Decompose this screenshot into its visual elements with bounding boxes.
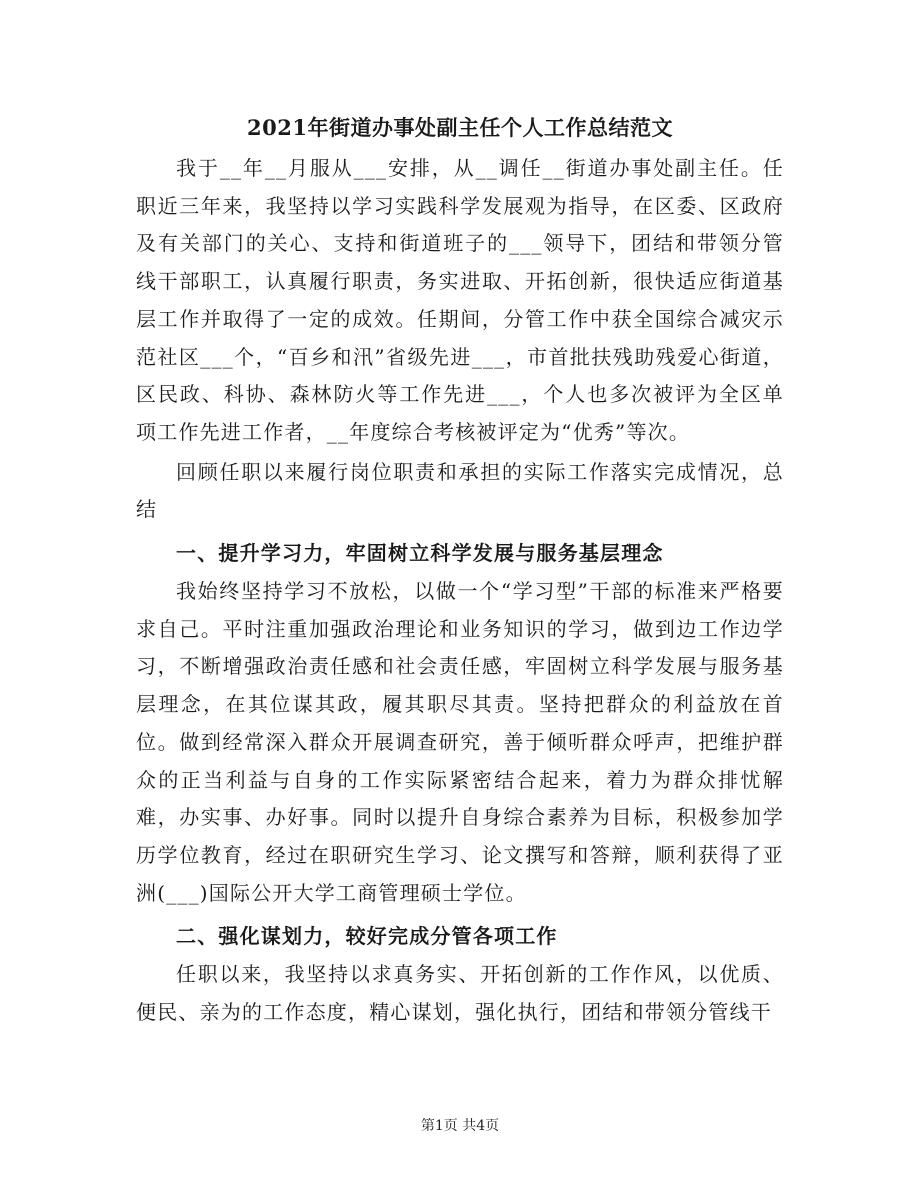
- document-body: [136, 106, 784, 1032]
- review-paragraph: 回顾任职以来履行岗位职责和承担的实际工作落实完成情况，总结: [136, 459, 784, 522]
- section-2-heading: 二、强化谋划力，较好完成分管各项工作: [176, 924, 558, 949]
- page-footer: 第1页 共4页: [420, 1118, 500, 1134]
- section-2-body: 任职以来，我坚持以求真务实、开拓创新的工作作风，以优质、便民、亲为的工作态度，精心谋划，强化执行，团结和带领分管线干: [136, 962, 784, 1025]
- section-1-heading: 一、提升学习力，牢固树立科学发展与服务基层理念: [176, 541, 664, 566]
- document-title: 2021年街道办事处副主任个人工作总结范文: [247, 115, 673, 140]
- intro-paragraph: 我于__年__月服从___安排，从__调任__街道办事处副主任。任职近三年来，我坚持以学习实践科学发展观为指导，在区委、区政府及有关部门的关心、支持和街道班子的___领导下，团结和带领分管线干部职工，认真履行职责，务实进取、开拓创新，很快适应街道基层工作并取得了一定的成效。任期间，分管工作中获全国综合减灾示范社区___个，“百乡和汛”省级先进___，市首批扶残助残爱心街道，区民政、科协、森林防火等工作先进___，个人也多次被评为全区单项工作先进工作者，__年度综合考核被评定为“优秀”等次。: [136, 156, 784, 444]
- section-1-body: 我始终坚持学习不放松，以做一个“学习型”干部的标准来严格要求自己。平时注重加强政治理论和业务知识的学习，做到边工作边学习，不断增强政治责任感和社会责任感，牢固树立科学发展与服务基层理念，在其位谋其政，履其职尽其责。坚持把群众的利益放在首位。做到经常深入群众开展调查研究，善于倾听群众呼声，把维护群众的正当利益与自身的工作实际紧密结合起来，着力为群众排忧解难，办实事、办好事。同时以提升自身综合素养为目标，积极参加学历学位教育，经过在职研究生学习、论文撰写和答辩，顺利获得了亚洲(___)国际公开大学工商管理硕士学位。: [136, 579, 784, 905]
